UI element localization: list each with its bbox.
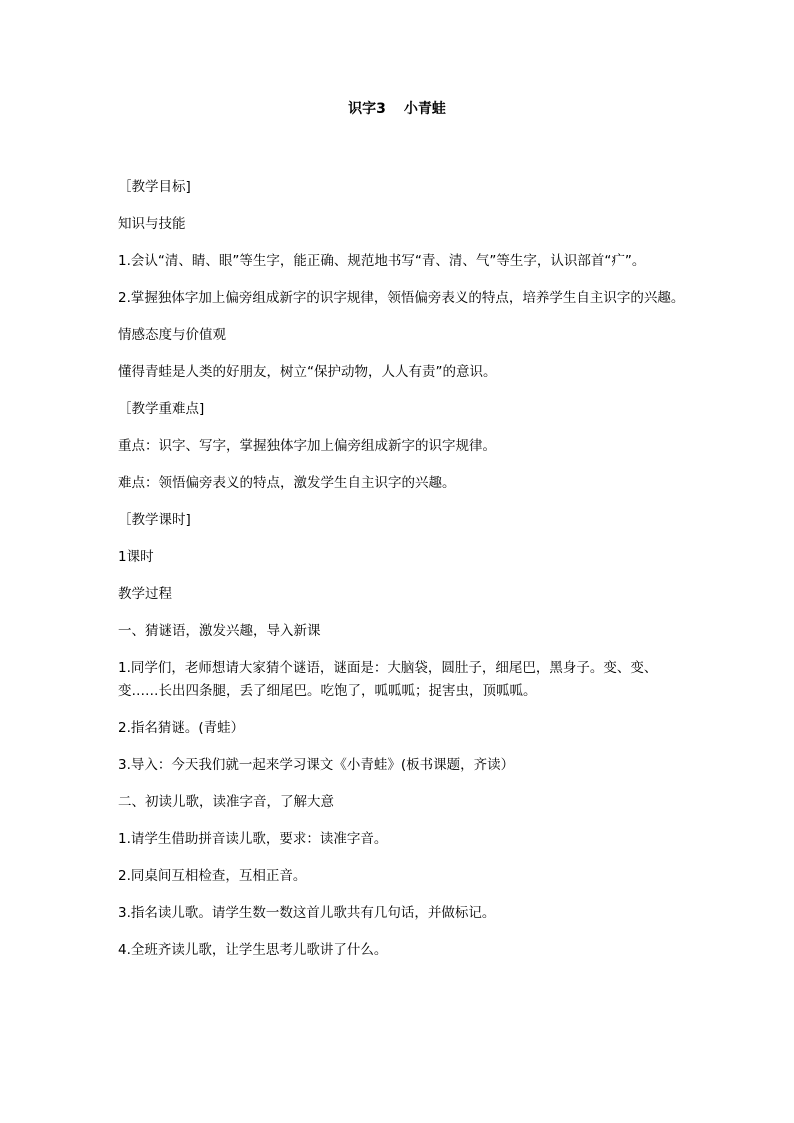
objective-item-1: 1.会认“清、睛、眼”等生字，能正确、规范地书写“青、清、气”等生字，认识部首“疒”。 bbox=[118, 253, 646, 269]
process-step-1-item-2: 2.指名猜谜。(青蛙） bbox=[118, 720, 245, 736]
page-title bbox=[0, 98, 794, 118]
process-step-2-item-1: 1.请学生借助拼音读儿歌，要求：读准字音。 bbox=[118, 831, 388, 847]
process-step-2-item-4: 4.全班齐读儿歌，让学生思考儿歌讲了什么。 bbox=[118, 942, 388, 958]
section-heading-class-hours: ［教学课时] bbox=[118, 512, 191, 528]
process-step-2-item-3: 3.指名读儿歌。请学生数一数这首儿歌共有几句话，并做标记。 bbox=[118, 905, 496, 921]
document-body bbox=[118, 176, 688, 976]
title-lesson-name: 小青蛙 bbox=[403, 101, 446, 117]
section-heading-key-points: ［教学重难点] bbox=[118, 401, 205, 417]
key-point-text: 重点：识字、写字，掌握独体字加上偏旁组成新字的识字规律。 bbox=[118, 438, 496, 454]
objective-item-2: 2.掌握独体字加上偏旁组成新字的识字规律，领悟偏旁表义的特点，培养学生自主识字的兴趣。 bbox=[118, 290, 685, 306]
title-lesson-number: 识字3 bbox=[348, 101, 386, 117]
subheading-attitude-values: 情感态度与价值观 bbox=[118, 327, 226, 343]
process-step-2-item-2: 2.同桌间互相检查，互相正音。 bbox=[118, 868, 307, 884]
subheading-knowledge-skills: 知识与技能 bbox=[118, 216, 186, 232]
class-hours-text: 1课时 bbox=[118, 549, 154, 565]
section-heading-process: 教学过程 bbox=[118, 586, 172, 602]
process-step-1-heading: 一、猜谜语，激发兴趣，导入新课 bbox=[118, 623, 321, 639]
process-step-2-heading: 二、初读儿歌，读准字音，了解大意 bbox=[118, 794, 334, 810]
section-heading-objectives: ［教学目标] bbox=[118, 179, 191, 195]
process-step-1-item-3: 3.导入：今天我们就一起来学习课文《小青蛙》(板书课题，齐读） bbox=[118, 757, 515, 773]
difficult-point-text: 难点：领悟偏旁表义的特点，激发学生自主识字的兴趣。 bbox=[118, 475, 456, 491]
process-step-1-item-1: 1.同学们，老师想请大家猜个谜语，谜面是：大脑袋，圆肚子，细尾巴，黑身子。变、变、变……长出四条腿，丢了细尾巴。吃饱了，呱呱呱；捉害虫，顶呱呱。 bbox=[118, 660, 658, 699]
attitude-text: 懂得青蛙是人类的好朋友，树立“保护动物，人人有责”的意识。 bbox=[118, 364, 497, 380]
